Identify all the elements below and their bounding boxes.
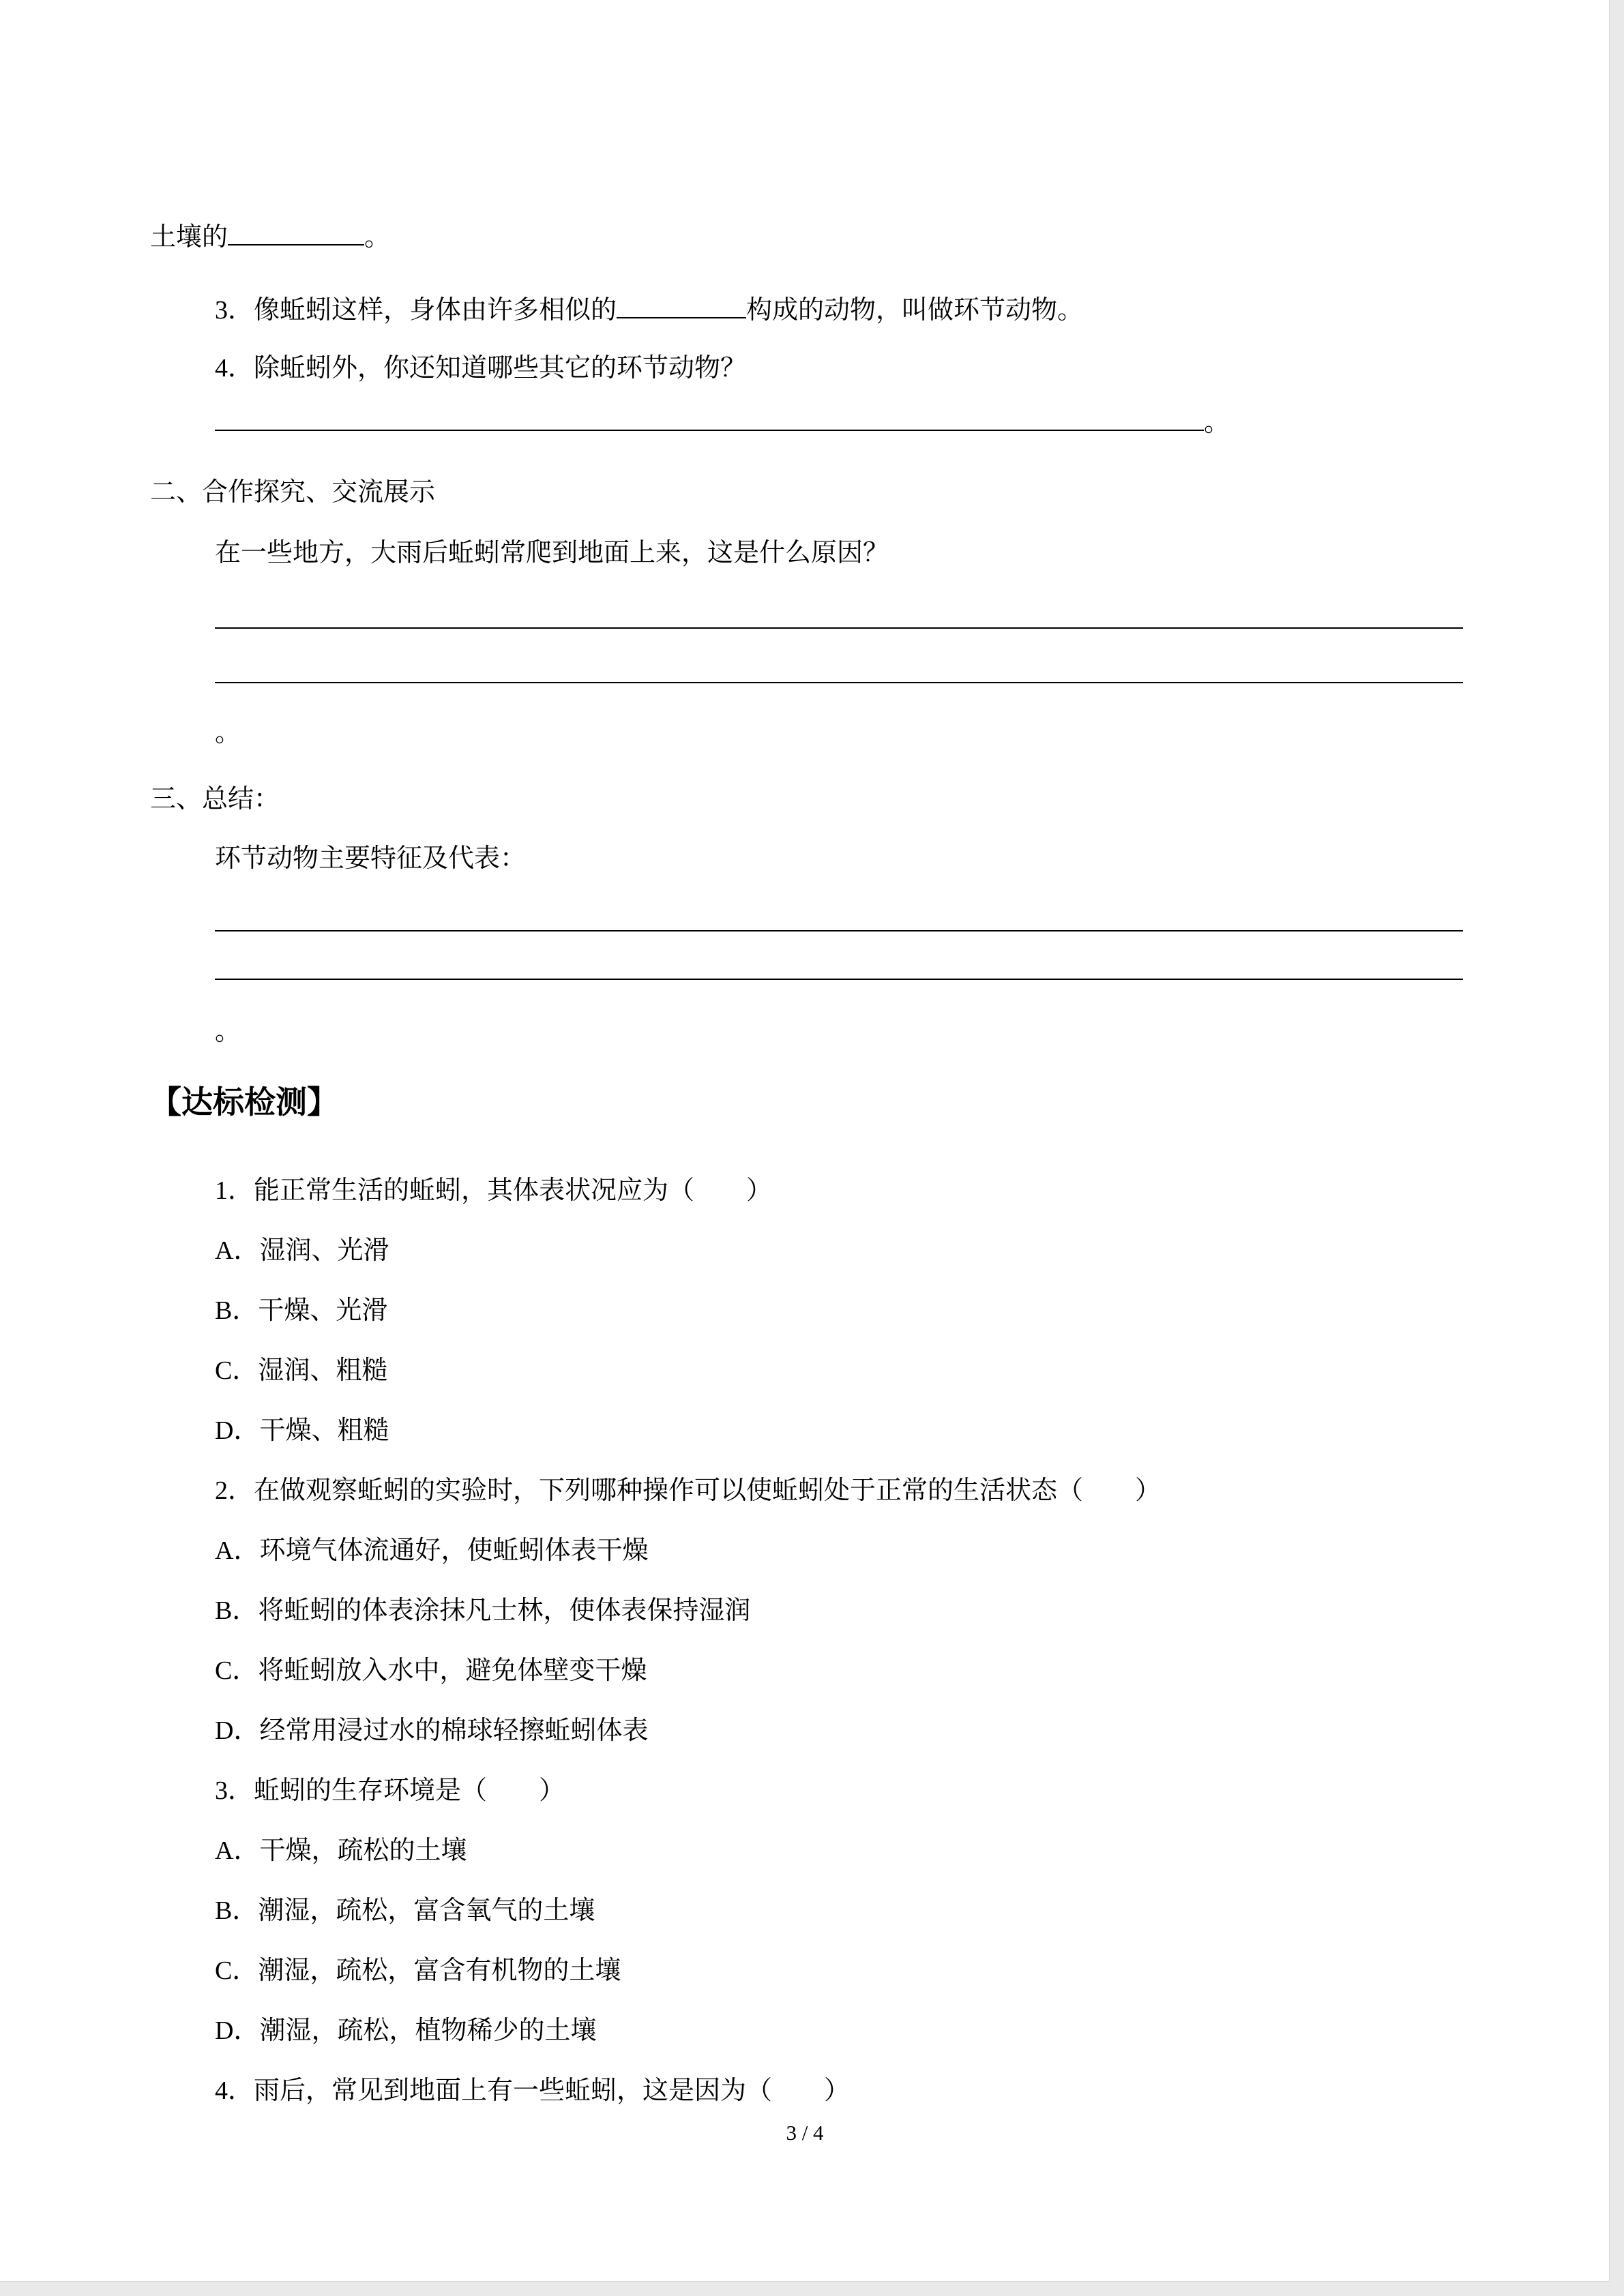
quiz-question-stem: 4．雨后，常见到地面上有一些蚯蚓，这是因为（ ） <box>215 2076 851 2105</box>
soil-continuation-line <box>150 218 390 255</box>
quiz-option: D．潮湿，疏松，植物稀少的土壤 <box>215 2016 597 2045</box>
quiz-question-stem: 3．蚯蚓的生存环境是（ ） <box>215 1776 565 1805</box>
answer-line <box>215 627 1463 629</box>
quiz-option: D．干燥、粗糙 <box>215 1416 389 1445</box>
quiz-option: B．潮湿，疏松，富含氧气的土壤 <box>215 1896 595 1925</box>
item-4-answer-period: 。 <box>1204 408 1230 437</box>
answer-line <box>215 979 1463 980</box>
quiz-option: B．将蚯蚓的体表涂抹凡士林，使体表保持湿润 <box>215 1596 751 1625</box>
quiz-header: 【达标检测】 <box>150 1085 338 1120</box>
answer-line <box>215 682 1463 683</box>
quiz-option: C．湿润、粗糙 <box>215 1356 388 1385</box>
item-4-answer-line <box>215 404 1230 441</box>
quiz-option: D．经常用浸过水的棉球轻擦蚯蚓体表 <box>215 1716 649 1745</box>
section-3-title: 三、总结： <box>150 785 280 814</box>
blank-underline <box>617 291 746 318</box>
quiz-option: B．干燥、光滑 <box>215 1296 388 1325</box>
answer-line <box>215 930 1463 931</box>
item-3-prefix: 3．像蚯蚓这样，身体由许多相似的 <box>215 296 617 325</box>
quiz-question-stem: 1．能正常生活的蚯蚓，其体表状况应为（ ） <box>215 1176 773 1205</box>
blank-underline <box>228 218 364 245</box>
section-3-prompt: 环节动物主要特征及代表： <box>215 844 527 873</box>
quiz-option: A．干燥，疏松的土壤 <box>215 1836 467 1865</box>
item-3-line <box>215 291 1083 328</box>
section-2-title: 二、合作探究、交流展示 <box>150 478 436 507</box>
quiz-option: A．湿润、光滑 <box>215 1236 389 1265</box>
quiz-question-stem: 2．在做观察蚯蚓的实验时，下列哪种操作可以使蚯蚓处于正常的生活状态（ ） <box>215 1476 1162 1505</box>
item-3-suffix: 构成的动物，叫做环节动物。 <box>746 296 1084 325</box>
quiz-option: C．将蚯蚓放入水中，避免体壁变干燥 <box>215 1656 647 1685</box>
soil-line-period: 。 <box>364 223 391 252</box>
answer-underline <box>215 404 1204 431</box>
quiz-option: C．潮湿，疏松，富含有机物的土壤 <box>215 1956 621 1985</box>
soil-line-text: 土壤的 <box>150 223 228 252</box>
section-3-answer-period: 。 <box>215 1017 241 1046</box>
page-number: 3 / 4 <box>786 2121 824 2145</box>
item-4-question: 4．除蚯蚓外，你还知道哪些其它的环节动物？ <box>215 354 747 383</box>
section-2-answer-period: 。 <box>215 719 241 747</box>
section-2-question: 在一些地方，大雨后蚯蚓常爬到地面上来，这是什么原因？ <box>215 539 889 567</box>
quiz-option: A．环境气体流通好，使蚯蚓体表干燥 <box>215 1536 649 1565</box>
